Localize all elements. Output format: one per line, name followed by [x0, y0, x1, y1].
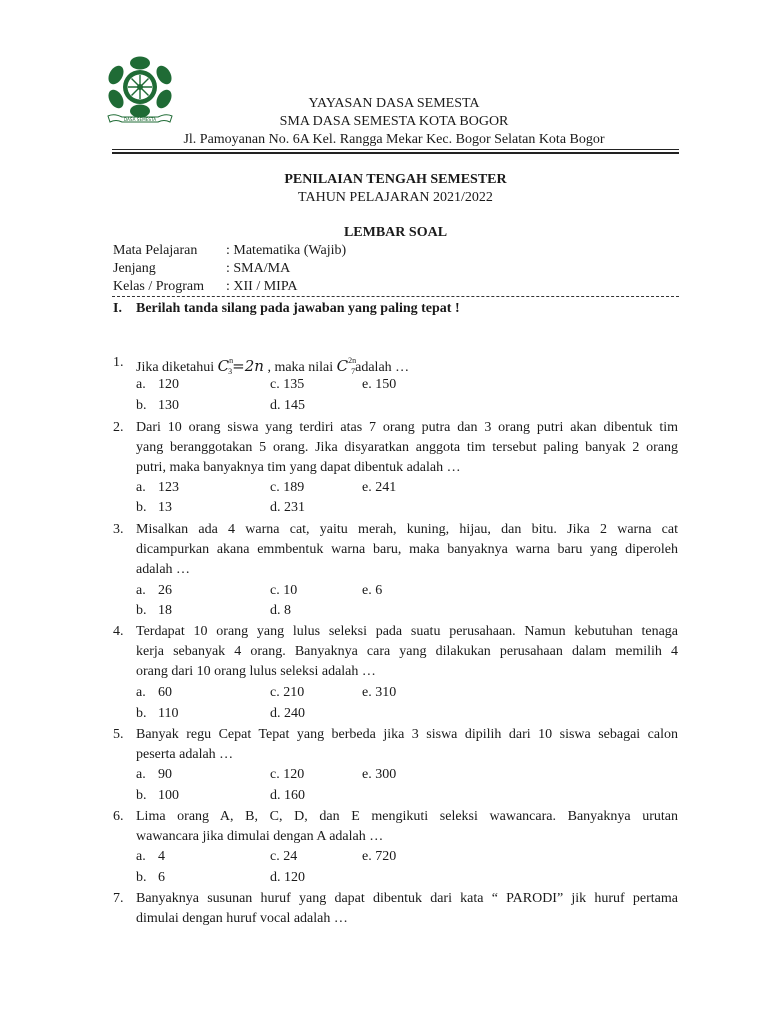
- option-c: c. 120: [270, 767, 305, 782]
- option-a: 26: [158, 583, 172, 598]
- option-label: a.: [136, 480, 146, 495]
- header-divider-thick: [112, 152, 679, 154]
- question-text: orang dari 10 orang lulus seleksi adalah …: [136, 664, 376, 679]
- option-d: d. 145: [270, 398, 305, 413]
- info-value-level: : SMA/MA: [226, 261, 291, 276]
- svg-text:DASA SEMESTA: DASA SEMESTA: [123, 117, 157, 122]
- option-label: a.: [136, 583, 146, 598]
- option-e: e. 241: [362, 480, 397, 495]
- school-name: SMA DASA SEMESTA KOTA BOGOR: [279, 114, 509, 129]
- option-label: a.: [136, 685, 146, 700]
- combination-symbol: C: [336, 357, 349, 375]
- exam-year: TAHUN PELAJARAN 2021/2022: [298, 190, 493, 205]
- question-text: Banyaknya susunan huruf yang dapat dibentuk dari kata “ PARODI” jik huruf pertama: [136, 891, 678, 906]
- info-label-subject: Mata Pelajaran: [113, 243, 198, 258]
- option-a: 123: [158, 480, 179, 495]
- option-label: b.: [136, 870, 147, 885]
- question-number: 1.: [113, 355, 124, 370]
- option-label: a.: [136, 377, 146, 392]
- option-c: c. 189: [270, 480, 305, 495]
- option-c: c. 10: [270, 583, 298, 598]
- school-address: Jl. Pamoyanan No. 6A Kel. Rangga Mekar Kec. Bogor Selatan Kota Bogor: [183, 132, 605, 147]
- question-text: wawancara jika dimulai dengan A adalah …: [136, 829, 384, 844]
- option-label: b.: [136, 398, 147, 413]
- exam-title: PENILAIAN TENGAH SEMESTER: [284, 172, 507, 187]
- option-b: 100: [158, 788, 179, 803]
- question-number: 5.: [113, 727, 124, 742]
- option-label: a.: [136, 849, 146, 864]
- option-d: d. 120: [270, 870, 305, 885]
- question-text: Jika diketahui $C^n_3=2n$ , maka nilai $C^{2n}_7adalah$ …: [136, 356, 410, 376]
- question-number: 3.: [113, 522, 124, 537]
- info-value-class: : XII / MIPA: [226, 279, 298, 294]
- option-label: b.: [136, 603, 147, 618]
- question-number: 2.: [113, 420, 124, 435]
- option-d: d. 240: [270, 706, 305, 721]
- option-a: 60: [158, 685, 172, 700]
- question-text: peserta adalah …: [136, 747, 234, 762]
- section-instruction: Berilah tanda silang pada jawaban yang paling tepat !: [136, 301, 460, 316]
- option-c: c. 24: [270, 849, 298, 864]
- option-label: b.: [136, 500, 147, 515]
- option-a: 120: [158, 377, 179, 392]
- question-text: adalah …: [136, 562, 191, 577]
- option-d: d. 8: [270, 603, 291, 618]
- question-text: putri, maka banyaknya tim yang dapat dibentuk adalah …: [136, 460, 461, 475]
- foundation-name: YAYASAN DASA SEMESTA: [308, 96, 480, 111]
- question-number: 7.: [113, 891, 124, 906]
- combination-symbol: C: [217, 357, 230, 375]
- option-d: d. 231: [270, 500, 305, 515]
- question-text: Misalkan ada 4 warna cat, yaitu merah, kuning, hijau, dan bitu. Jika 2 warna cat: [136, 522, 678, 537]
- option-a: 4: [158, 849, 165, 864]
- option-e: e. 150: [362, 377, 397, 392]
- question-text: dicampurkan akana emmbentuk warna baru, maka banyaknya warna baru yang diperoleh: [136, 542, 678, 557]
- option-label: a.: [136, 767, 146, 782]
- sheet-title: LEMBAR SOAL: [343, 225, 448, 240]
- option-d: d. 160: [270, 788, 305, 803]
- option-label: b.: [136, 706, 147, 721]
- option-e: e. 720: [362, 849, 397, 864]
- option-label: b.: [136, 788, 147, 803]
- info-label-level: Jenjang: [113, 261, 156, 276]
- question-text: yang beranggotakan 5 orang. Jika disyaratkan anggota tim tersebut paling banyak 2 orang: [136, 440, 678, 455]
- option-c: c. 135: [270, 377, 305, 392]
- option-b: 6: [158, 870, 165, 885]
- option-b: 18: [158, 603, 172, 618]
- option-a: 90: [158, 767, 172, 782]
- question-text: Banyak regu Cepat Tepat yang berbeda jika 3 siswa dipilih dari 10 siswa sebagai calon: [136, 727, 678, 742]
- section-number: I.: [113, 301, 122, 316]
- question-number: 6.: [113, 809, 124, 824]
- question-number: 4.: [113, 624, 124, 639]
- question-text: kerja sebanyak 4 orang. Banyaknya cara yang dilakukan perusahaan dalam memilih 4: [136, 644, 678, 659]
- option-e: e. 6: [362, 583, 383, 598]
- option-b: 110: [158, 706, 179, 721]
- option-c: c. 210: [270, 685, 305, 700]
- question-text: Terdapat 10 orang yang lulus seleksi pada suatu perusahaan. Namun kebutuhan tenaga: [136, 624, 678, 639]
- question-text: Lima orang A, B, C, D, dan E mengikuti seleksi wawancara. Banyaknya urutan: [136, 809, 678, 824]
- option-b: 130: [158, 398, 179, 413]
- option-e: e. 300: [362, 767, 397, 782]
- option-b: 13: [158, 500, 172, 515]
- info-label-class: Kelas / Program: [113, 279, 204, 294]
- info-value-subject: : Matematika (Wajib): [226, 243, 347, 258]
- header-divider-thin: [112, 149, 679, 150]
- option-e: e. 310: [362, 685, 397, 700]
- question-text: Dari 10 orang siswa yang terdiri atas 7 orang putra dan 3 orang putri akan dibentuk tim: [136, 420, 678, 435]
- question-text: dimulai dengan huruf vocal adalah …: [136, 911, 348, 926]
- info-divider: [112, 296, 679, 297]
